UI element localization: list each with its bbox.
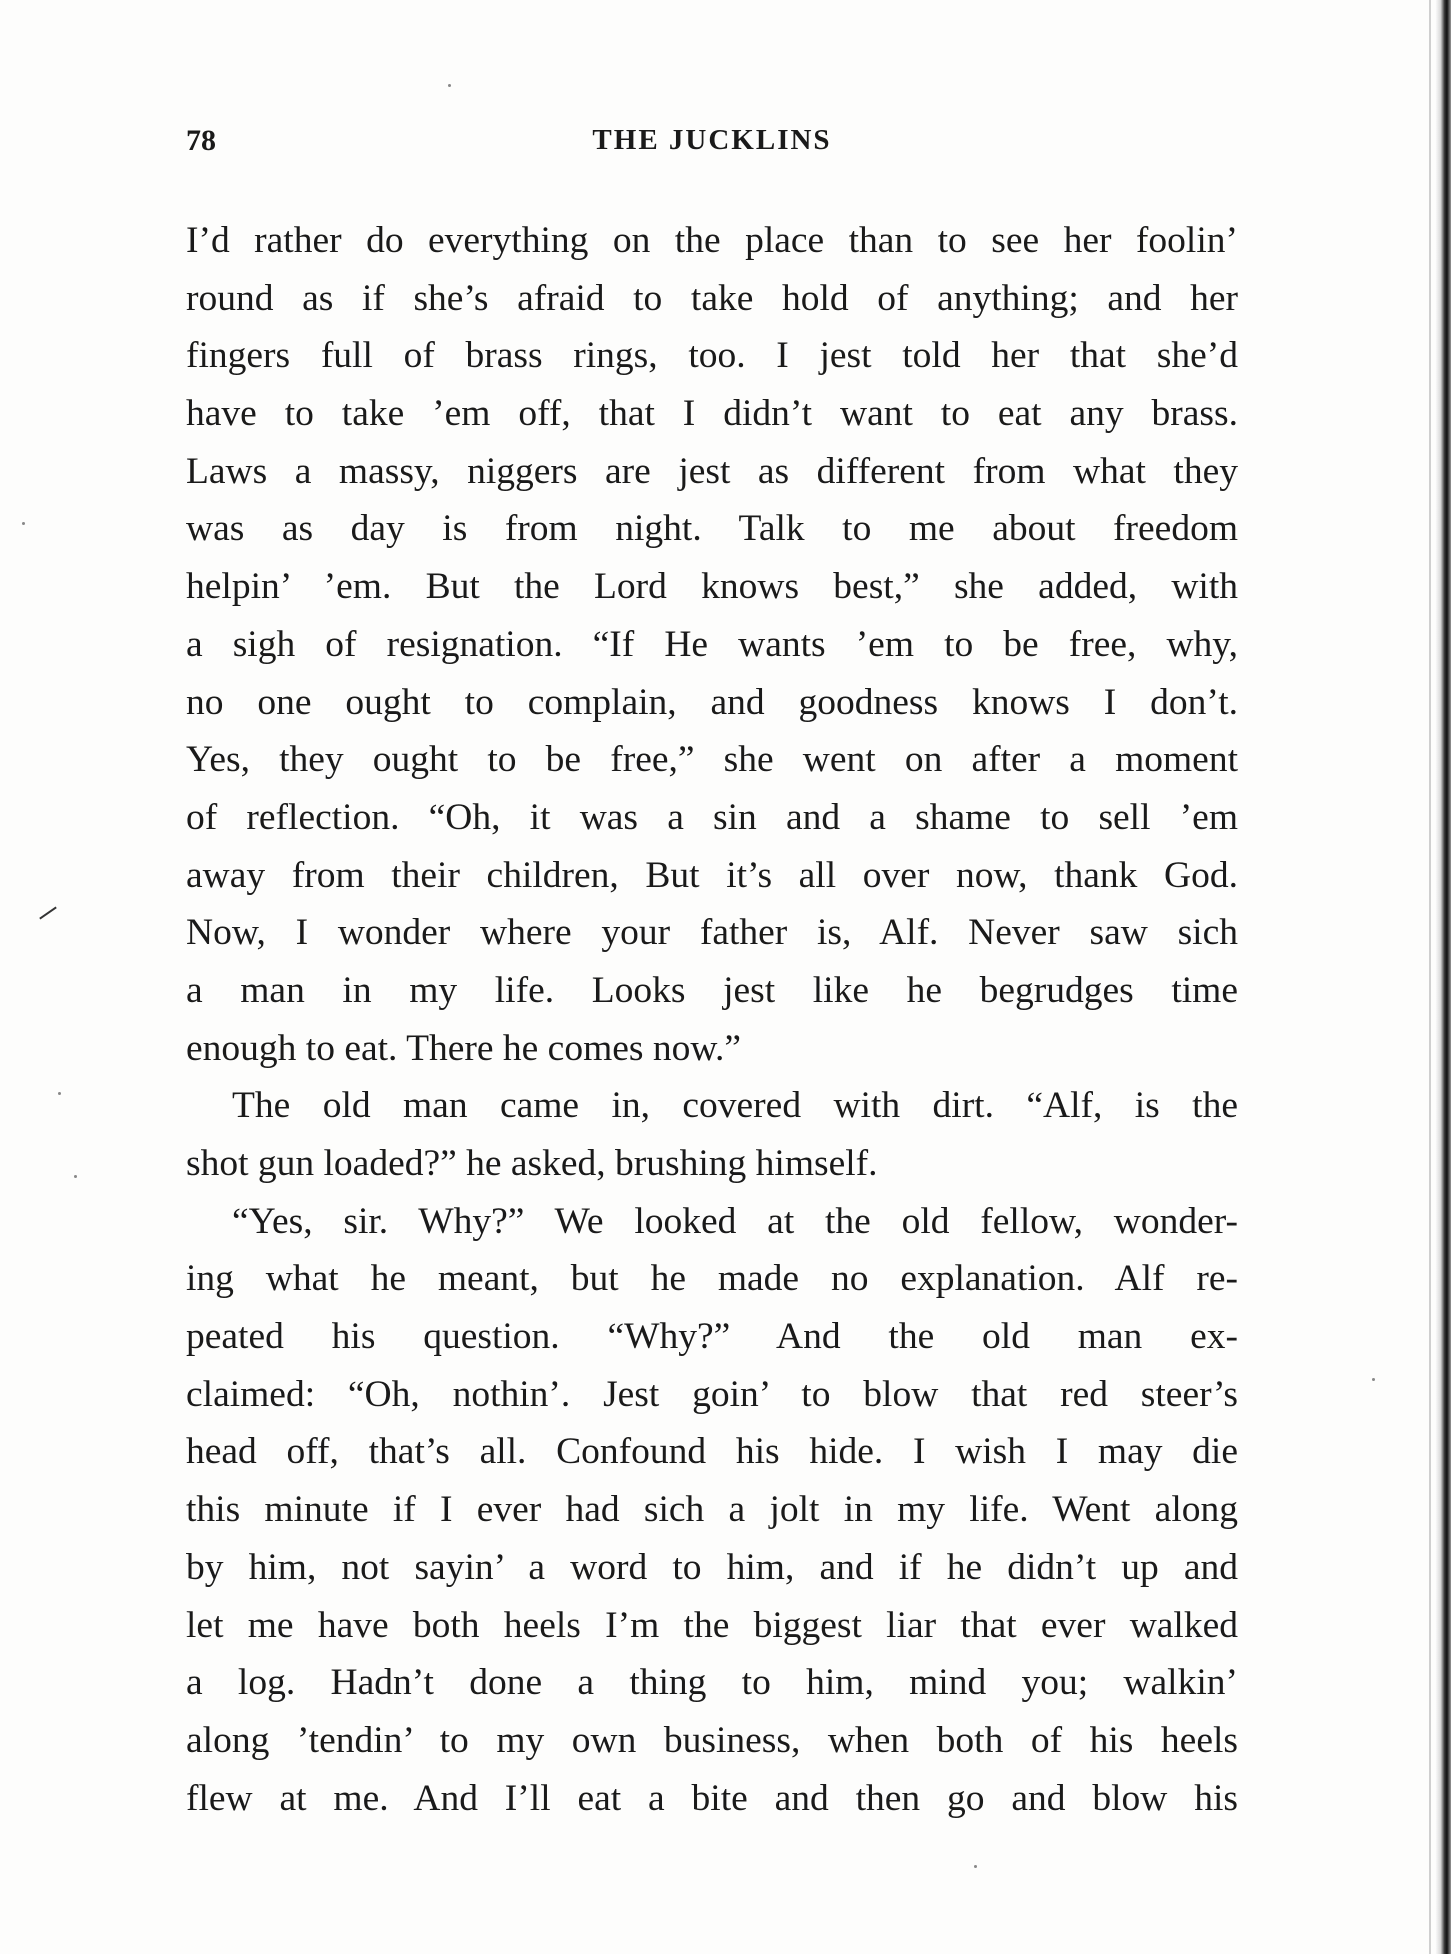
text-line: ing what he meant, but he made no explanation. Alf re- [186,1258,1238,1300]
text-line: round as if she’s afraid to take hold of anything; and her [186,277,1238,319]
text-line: no one ought to complain, and goodness knows I don’t. [186,681,1238,723]
paper-speck [22,522,25,525]
text-line: a log. Hadn’t done a thing to him, mind you; walkin’ [186,1662,1238,1704]
binding-shadow [1435,0,1451,1954]
text-line: away from their children, But it’s all over now, thank God. [186,854,1238,896]
text-line: peated his question. “Why?” And the old man ex- [186,1316,1238,1358]
text-line: by him, not sayin’ a word to him, and if he didn’t up and [186,1546,1238,1588]
stray-pen-mark [39,906,57,919]
page-header [186,124,1238,164]
paper-speck [974,1865,977,1868]
text-line: shot gun loaded?” he asked, brushing himself. [186,1143,878,1184]
text-line: this minute if I ever had sich a jolt in my life. Went along [186,1489,1238,1531]
text-line: enough to eat. There he comes now.” [186,1027,742,1069]
paragraph-start-line: The old man came in, covered with dirt. “Alf, is the [232,1085,1238,1127]
body-text [186,212,1238,1827]
text-line: have to take ’em off, that I didn’t want to eat any brass. [186,393,1238,435]
paper-speck [74,1175,77,1178]
running-title: THE JUCKLINS [592,124,832,156]
text-line: Now, I wonder where your father is, Alf. Never saw sich [186,912,1238,954]
text-line: Yes, they ought to be free,” she went on after a moment [186,739,1238,781]
page-number: 78 [186,124,216,157]
text-line: helpin’ ’em. But the Lord knows best,” she added, with [186,566,1238,608]
page-edge-line [1429,0,1431,1954]
text-line: head off, that’s all. Confound his hide. I wish I may die [186,1431,1238,1473]
text-line: a sigh of resignation. “If He wants ’em to be free, why, [186,623,1238,665]
text-line: was as day is from night. Talk to me about freedom [186,508,1238,550]
text-line: along ’tendin’ to my own business, when both of his heels [186,1719,1238,1761]
text-line: a man in my life. Looks jest like he begrudges time [186,969,1238,1011]
paper-speck [448,84,451,87]
paper-speck [1372,1378,1375,1381]
text-line: Laws a massy, niggers are jest as different from what they [186,450,1238,492]
paper-speck [58,1092,61,1095]
text-line: fingers full of brass rings, too. I jest told her that she’d [186,335,1238,377]
text-line: claimed: “Oh, nothin’. Jest goin’ to blow that red steer’s [186,1373,1238,1415]
paragraph-start-line: “Yes, sir. Why?” We looked at the old fellow, wonder- [232,1200,1238,1242]
text-line: let me have both heels I’m the biggest liar that ever walked [186,1604,1238,1646]
text-line: of reflection. “Oh, it was a sin and a shame to sell ’em [186,796,1238,838]
text-line: flew at me. And I’ll eat a bite and then go and blow his [186,1777,1238,1819]
text-line: I’d rather do everything on the place than to see her foolin’ [186,220,1238,261]
